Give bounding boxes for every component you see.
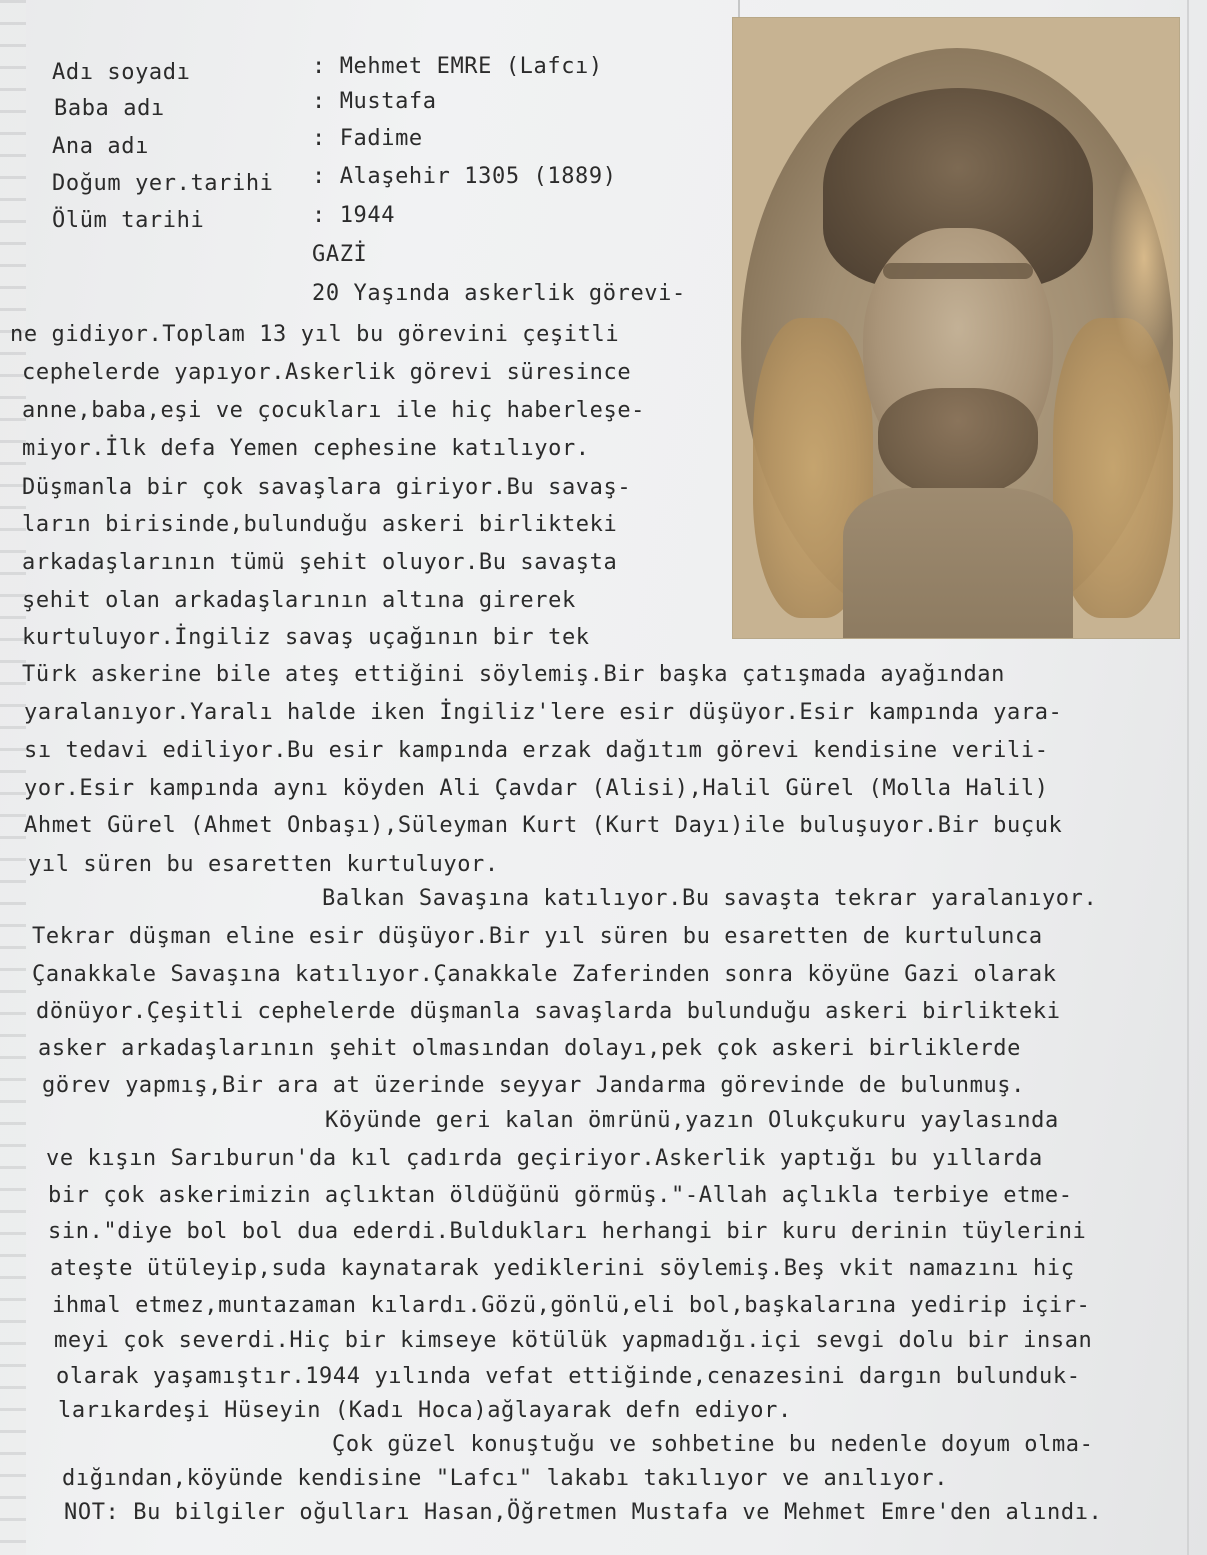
body-line: Ahmet Gürel (Ahmet Onbaşı),Süleyman Kurt (Kurt Dayı)ile buluşuyor.Bir buçuk (24, 813, 1063, 838)
body-line: ihmal etmez,muntazaman kılardı.Gözü,gönlü,eli bol,başkalarına yedirip içir- (52, 1293, 1091, 1318)
body-line: yıl süren bu esaretten kurtuluyor. (28, 852, 499, 877)
body-line: Çok güzel konuştuğu ve sohbetine bu nedenle doyum olma- (332, 1432, 1094, 1457)
field-value-father: : Mustafa (312, 89, 437, 114)
page-fold (738, 0, 740, 20)
body-line: ne gidiyor.Toplam 13 yıl bu görevini çeşitli (10, 322, 620, 347)
body-line: meyi çok severdi.Hiç bir kimseye kötülük yapmadığı.içi sevgi dolu bir insan (54, 1328, 1093, 1353)
body-line: Tekrar düşman eline esir düşüyor.Bir yıl süren bu esaretten de kurtulunca (32, 924, 1043, 949)
body-line: larıkardeşi Hüseyin (Kadı Hoca)ağlayarak defn ediyor. (58, 1398, 792, 1423)
body-line: Köyünde geri kalan ömrünü,yazın Olukçukuru yaylasında (325, 1108, 1059, 1133)
body-line: Türk askerine bile ateş ettiğini söylemiş.Bir başka çatışmada ayağından (22, 662, 1006, 687)
body-line: sı tedavi ediliyor.Bu esir kampında erzak dağıtım görevi kendisine verili- (24, 738, 1049, 763)
spiral-binding (0, 0, 26, 1555)
beard (878, 388, 1038, 498)
field-value-mother: : Fadime (312, 126, 423, 151)
body-line: kurtuluyor.İngiliz savaş uçağının bir tek (22, 625, 590, 650)
body-line: yaralanıyor.Yaralı halde iken İngiliz'lere esir düşüyor.Esir kampında yara- (24, 700, 1063, 725)
field-label-death: Ölüm tarihi (52, 208, 205, 233)
note-line: NOT: Bu bilgiler oğulları Hasan,Öğretmen Mustafa ve Mehmet Emre'den alındı. (64, 1500, 1103, 1525)
body-line: ateşte ütüleyip,suda kaynatarak yediklerini söylemiş.Beş vkit namazını hiç (50, 1256, 1075, 1281)
body-line: cephelerde yapıyor.Askerlik görevi süresince (22, 360, 632, 385)
body-line: Çanakkale Savaşına katılıyor.Çanakkale Zaferinden sonra köyüne Gazi olarak (32, 962, 1057, 987)
body-line: olarak yaşamıştır.1944 yılında vefat ettiğinde,cenazesini dargın bulunduk- (56, 1364, 1081, 1389)
gazi-heading: GAZİ (312, 242, 368, 267)
field-label-mother: Ana adı (52, 134, 149, 159)
body-line: Balkan Savaşına katılıyor.Bu savaşta tekrar yaralanıyor. (322, 886, 1098, 911)
body-line: asker arkadaşlarının şehit olmasından dolayı,pek çok askeri birliklerde (38, 1036, 1022, 1061)
body-line: miyor.İlk defa Yemen cephesine katılıyor. (22, 436, 590, 461)
body-line: ların birisinde,bulunduğu askeri birlikteki (22, 512, 618, 537)
field-value-birth: : Alaşehir 1305 (1889) (312, 164, 617, 189)
coat (843, 488, 1073, 638)
field-value-name: : Mehmet EMRE (Lafcı) (312, 54, 603, 79)
body-line: bir çok askerimizin açlıktan öldüğünü görmüş."-Allah açlıkla terbiye etme- (48, 1183, 1073, 1208)
field-value-death: : 1944 (312, 203, 396, 228)
portrait-photo-icon (733, 18, 1179, 638)
page-edge (1187, 0, 1189, 1555)
field-label-name: Adı soyadı (52, 60, 191, 85)
body-line: yor.Esir kampında aynı köyden Ali Çavdar (Alisi),Halil Gürel (Molla Halil) (24, 776, 1049, 801)
field-label-father: Baba adı (54, 96, 165, 121)
body-line: dönüyor.Çeşitli cephelerde düşmanla savaşlarda bulunduğu askeri birlikteki (36, 999, 1061, 1024)
body-line: şehit olan arkadaşlarının altına girerek (22, 588, 576, 613)
body-line: arkadaşlarının tümü şehit oluyor.Bu savaşta (22, 550, 618, 575)
body-line: 20 Yaşında askerlik görevi- (312, 281, 686, 306)
body-line: ve kışın Sarıburun'da kıl çadırda geçiriyor.Askerlik yaptığı bu yıllarda (46, 1146, 1043, 1171)
brows (883, 263, 1033, 279)
body-line: anne,baba,eşi ve çocukları ile hiç haberleşe- (22, 398, 646, 423)
body-line: dığından,köyünde kendisine "Lafcı" lakabı takılıyor ve anılıyor. (62, 1466, 949, 1491)
body-line: sin."diye bol bol dua ederdi.Buldukları herhangi bir kuru derinin tüylerini (48, 1219, 1087, 1244)
body-line: Düşmanla bir çok savaşlara giriyor.Bu savaş- (22, 475, 632, 500)
photo-stain (1109, 148, 1179, 368)
body-line: görev yapmış,Bir ara at üzerinde seyyar Jandarma görevinde de bulunmuş. (42, 1073, 1026, 1098)
field-label-birth: Doğum yer.tarihi (52, 171, 274, 196)
